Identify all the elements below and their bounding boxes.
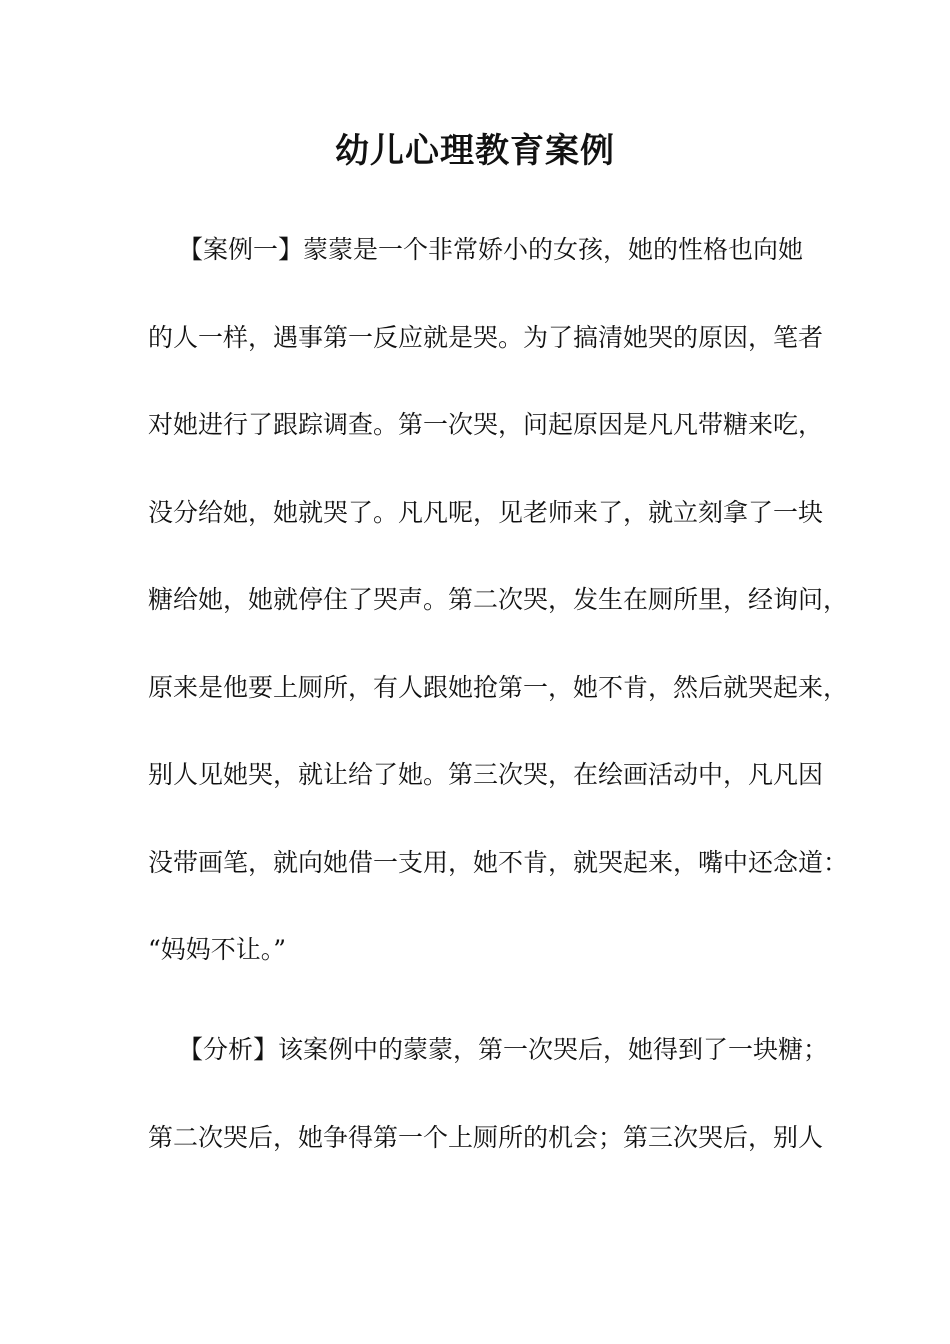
case-paragraph-line: “妈妈不让。” — [148, 935, 287, 964]
case-paragraph-line: 没分给她，她就哭了。凡凡呢，见老师来了，就立刻拿了一块 — [148, 498, 824, 527]
case-paragraph-line: 没带画笔，就向她借一支用，她不肯，就哭起来，嘴中还念道： — [148, 848, 849, 877]
case-paragraph-line: 糖给她，她就停住了哭声。第二次哭，发生在厕所里，经询问， — [148, 585, 849, 614]
analysis-paragraph-line: 【分析】该案例中的蒙蒙，第一次哭后，她得到了一块糖； — [178, 1035, 829, 1064]
case-paragraph-line: 的人一样，遇事第一反应就是哭。为了搞清她哭的原因，笔者 — [148, 323, 824, 352]
case-paragraph-line: 原来是他要上厕所，有人跟她抢第一，她不肯，然后就哭起来， — [148, 673, 849, 702]
case-paragraph-line: 对她进行了跟踪调查。第一次哭，问起原因是凡凡带糖来吃， — [148, 410, 824, 439]
document-title: 幼儿心理教育案例 — [335, 131, 615, 171]
analysis-paragraph-line: 第二次哭后，她争得第一个上厕所的机会；第三次哭后，别人 — [148, 1123, 824, 1152]
case-paragraph-line: 【案例一】蒙蒙是一个非常娇小的女孩，她的性格也向她 — [178, 235, 804, 264]
case-paragraph-line: 别人见她哭，就让给了她。第三次哭，在绘画活动中，凡凡因 — [148, 760, 824, 789]
